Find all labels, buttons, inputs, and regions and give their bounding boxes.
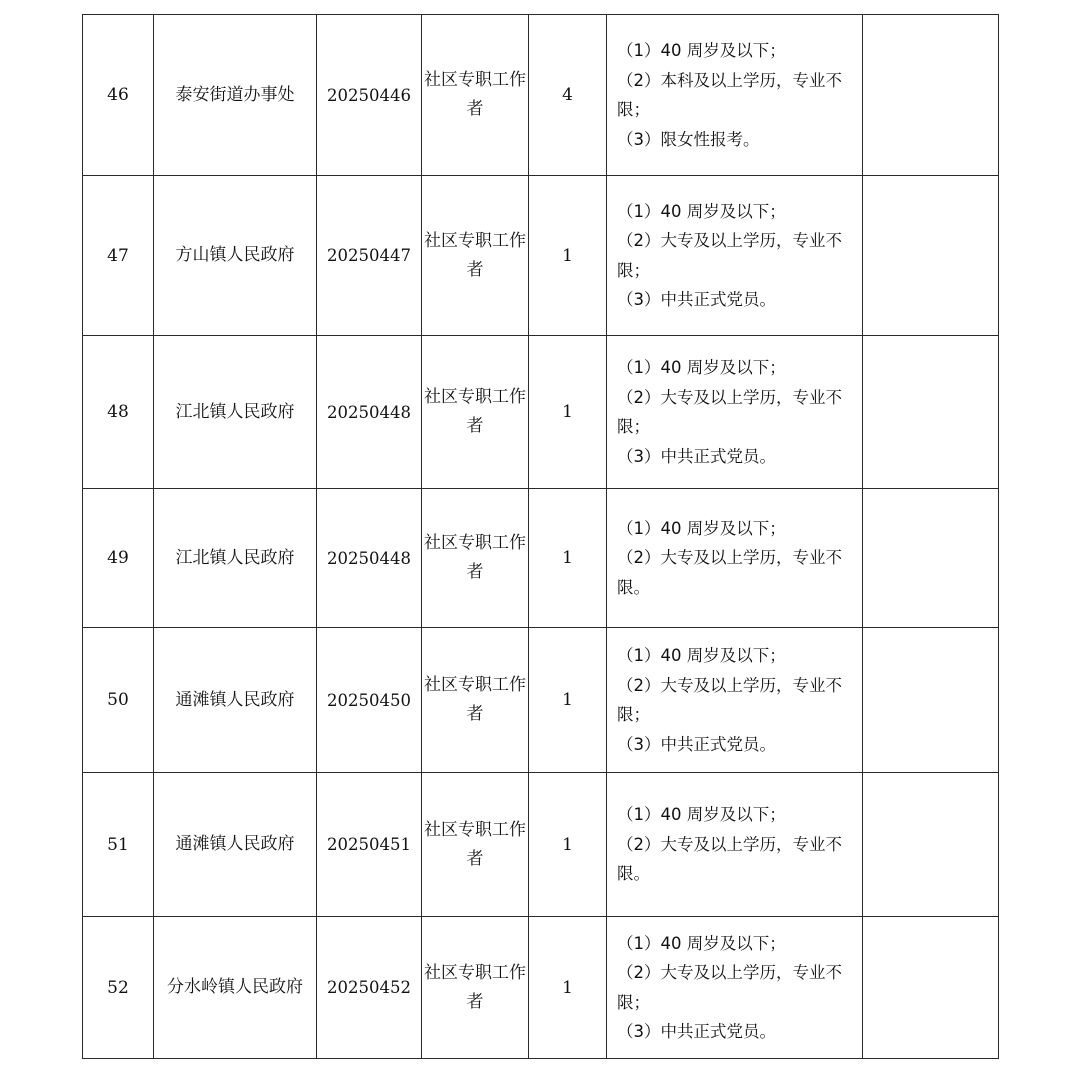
table-row [83,628,999,773]
requirement-line: （2）大专及以上学历，专业不限； [617,231,842,280]
requirements [607,628,863,773]
requirement-line: （1）40 周岁及以下； [617,201,786,221]
hiring-unit: 泰安街道办事处 [154,15,317,176]
hiring-count: 1 [529,489,607,628]
requirements [607,489,863,628]
position-code: 20250447 [317,176,422,336]
hiring-unit: 方山镇人民政府 [154,176,317,336]
hiring-count: 1 [529,336,607,489]
position-code: 20250446 [317,15,422,176]
row-number: 52 [83,917,154,1059]
table-row [83,489,999,628]
remarks [863,628,999,773]
requirement-line: （1）40 周岁及以下； [617,646,786,665]
remarks [863,15,999,176]
row-number: 46 [83,15,154,176]
remarks [863,176,999,336]
hiring-unit: 通滩镇人民政府 [154,628,317,773]
position-code: 20250448 [317,489,422,628]
recruitment-table [82,14,999,1059]
position-name: 社区专职工作者 [422,917,529,1059]
remarks [863,773,999,917]
table-row [83,176,999,336]
position-code: 20250448 [317,336,422,489]
position-code: 20250451 [317,773,422,917]
row-number: 49 [83,489,154,628]
table-row [83,917,999,1059]
hiring-count: 1 [529,628,607,773]
position-name: 社区专职工作者 [422,773,529,917]
requirements [607,773,863,917]
requirement-line: （3）限女性报考。 [617,129,760,149]
requirement-line: （3）中共正式党员。 [617,446,776,466]
requirement-line: （2）大专及以上学历，专业不限。 [617,834,842,884]
hiring-count: 4 [529,15,607,176]
position-code: 20250450 [317,628,422,773]
requirement-line: （3）中共正式党员。 [617,1022,776,1041]
requirement-line: （2）大专及以上学历，专业不限； [617,963,842,1012]
requirement-line: （1）40 周岁及以下； [617,933,786,953]
row-number: 47 [83,176,154,336]
hiring-unit: 通滩镇人民政府 [154,773,317,917]
table-row [83,336,999,489]
hiring-count: 1 [529,773,607,917]
remarks [863,336,999,489]
requirements [607,176,863,336]
position-code: 20250452 [317,917,422,1059]
requirements [607,336,863,489]
requirements [607,15,863,176]
table-row [83,15,999,176]
hiring-count: 1 [529,176,607,336]
table-row [83,773,999,917]
requirement-line: （3）中共正式党员。 [617,290,776,309]
row-number: 48 [83,336,154,489]
requirements [607,917,863,1059]
position-name: 社区专职工作者 [422,628,529,773]
requirement-line: （2）大专及以上学历，专业不限； [617,387,842,436]
row-number: 50 [83,628,154,773]
requirement-line: （2）大专及以上学历，专业不限； [617,675,842,724]
requirement-line: （1）40 周岁及以下； [617,805,786,825]
requirement-line: （1）40 周岁及以下； [617,358,786,377]
hiring-unit: 江北镇人民政府 [154,489,317,628]
table-body [83,15,999,1059]
position-name: 社区专职工作者 [422,336,529,489]
row-number: 51 [83,773,154,917]
hiring-count: 1 [529,917,607,1059]
hiring-unit: 江北镇人民政府 [154,336,317,489]
position-name: 社区专职工作者 [422,489,529,628]
requirement-line: （2）本科及以上学历，专业不限； [617,70,842,119]
requirement-line: （2）大专及以上学历，专业不限。 [617,548,842,597]
remarks [863,489,999,628]
position-name: 社区专职工作者 [422,15,529,176]
requirement-line: （1）40 周岁及以下； [617,41,786,60]
position-name: 社区专职工作者 [422,176,529,336]
requirement-line: （3）中共正式党员。 [617,734,776,754]
remarks [863,917,999,1059]
hiring-unit: 分水岭镇人民政府 [154,917,317,1059]
requirement-line: （1）40 周岁及以下； [617,518,786,538]
